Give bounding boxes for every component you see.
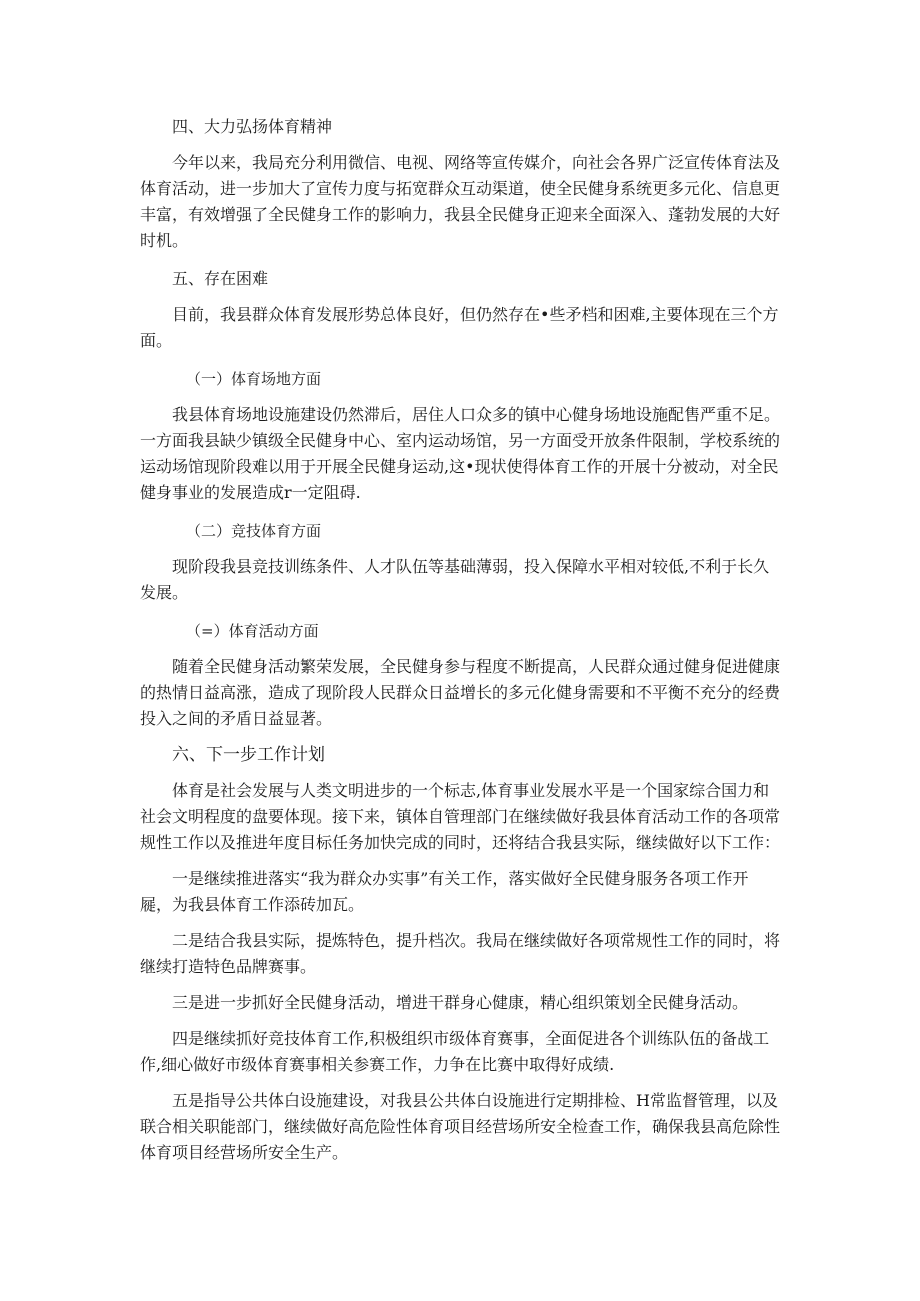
section-5-intro: 目前，我县群众体育发展形势总体良好，但仍然存在•些矛档和困难,主要体现在三个方面。 (140, 305, 779, 350)
section-6-intro: 体育是社会发展与人类文明进步的一个标志,体育事业发展水平是一个国家综合国力和社会文明程度的盘要体现。接下来，镇体自管理部门在继续做好我县体育活动工作的各项常规性工作以及推进年度目标任务加快完成的同时，还将结合我县实际，继续做好以下工作： (140, 781, 781, 852)
section-4-heading: 四、大力弘扬体育精神 (172, 117, 333, 136)
plan-item-1: 一是继续推进落实“我为群众办实事”有关工作，落实做好全民健身服务各项工作开屣，为我县体育工作添砖加瓦。 (140, 869, 749, 914)
subsection-venues-heading: （一）体育场地方面 (186, 370, 322, 388)
section-4-paragraph: 今年以来，我局充分利用微信、电视、网络等宣传媒介，向社会各界广泛宣传体育法及体育活动，进一步加大了宣传力度与拓宽群众互动渠道，使全民健身系统更多元化、信息更丰富，有效增强了全民健身工作的影响力，我县全民健身正迎来全面深入、蓬勃发展的大好时机。 (140, 153, 781, 250)
subsection-competitive-paragraph: 现阶段我县竞技训练条件、人才队伍等基础薄弱，投入保障水平相对较低,不利于长久发展。 (140, 557, 770, 602)
subsection-activities-paragraph: 随着全民健身活动繁荣发展，全民健身参与程度不断提高，人民群众通过健身促进健康的热情日益高涨，造成了现阶段人民群众日益增长的多元化健身需要和不平衡不充分的经费投入之间的矛盾日益显著。 (140, 657, 781, 728)
plan-item-5: 五是指导公共体白设施建设，对我县公共体白设施进行定期排检、H常监督管理，以及联合相关职能部门，继续做好高危险性体育项目经营场所安全检查工作，确保我县高危除性体育项目经营场所安全生产。 (140, 1091, 781, 1162)
subsection-competitive-heading: （二）竞技体育方面 (186, 522, 322, 540)
plan-item-4: 四是继续抓好竞技体育工作,积极组织市级体育赛事，全面促进各个训练队伍的备战工作,细心做好市级体育赛事相关参赛工作，力争在比赛中取得好成绩. (140, 1029, 770, 1074)
plan-item-2: 二是结合我县实际，提炼特色，提升档次。我局在继续做好各项常规性工作的同时，将继续打造特色品牌赛事。 (140, 931, 781, 976)
subsection-activities-heading: （=）体育活动方面 (186, 622, 319, 640)
section-5-heading: 五、存在困难 (172, 269, 269, 288)
subsection-venues-paragraph: 我县体育场地设施建设仍然滞后，居住人口众多的镇中心健身场地设施配售严重不足。一方面我县缺少镇级全民健身中心、室内运动场馆，另一方面受开放条件限制，学校系统的运动场馆现阶段难以用于开展全民健身运动,这•现状使得体育工作的开展十分被动，对全民健身事业的发展造成r一定阻碍. (140, 405, 781, 502)
section-6-heading: 六、下一步工作计划 (172, 745, 325, 765)
document-body (140, 114, 780, 1166)
plan-item-3: 三是进一步抓好全民健身活动，增进干群身心健康，精心组织策划全民健身活动。 (172, 993, 749, 1012)
